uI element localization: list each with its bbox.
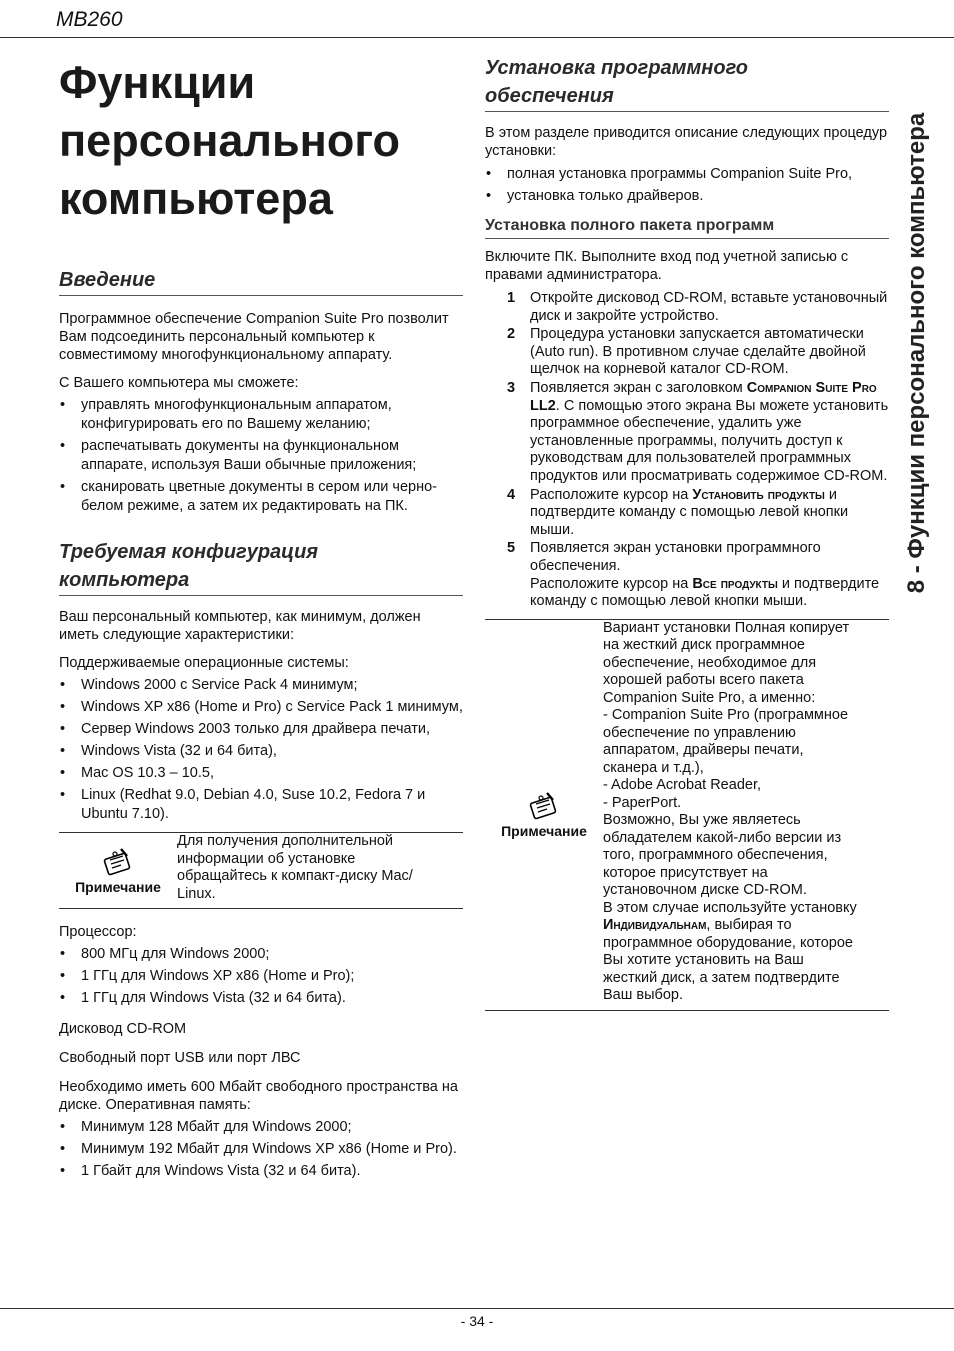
- step-number: 2: [507, 326, 516, 343]
- list-item: • сканировать цветные документы в сером или черно-белом режиме, а затем их редактировать на ПК.: [59, 478, 463, 516]
- config-heading: Требуемая конфигурация компьютера: [59, 541, 319, 591]
- note-pencil-icon: [101, 847, 135, 877]
- install-steps: [485, 290, 889, 611]
- config-paragraph: Ваш персональный компьютер, как минимум, должен иметь следующие характеристики:: [59, 609, 421, 643]
- list-item: • Mac OS 10.3 – 10.5,: [59, 764, 463, 783]
- install-option-custom: Индивидуальнаµ: [603, 917, 707, 934]
- right-column: [485, 54, 889, 1025]
- cpu-label: Процессор:: [59, 924, 137, 940]
- list-item: • управлять многофункциональным аппаратом, конфигурировать его по Вашему желанию;: [59, 396, 463, 434]
- header-divider: [0, 37, 954, 38]
- chapter-side-tab-label: 8 - Функции персонального компьютера: [903, 112, 930, 593]
- document-model: MB260: [56, 8, 123, 31]
- list-item: • 1 Гбайт для Windows Vista (32 и 64 бита).: [59, 1162, 463, 1181]
- intro-capabilities-label: С Вашего компьютера мы сможете:: [59, 375, 299, 391]
- page-number: - 34 -: [460, 1313, 494, 1329]
- footer-divider: [0, 1308, 954, 1309]
- list-item: • 1 ГГц для Windows XP x86 (Home и Pro);: [59, 967, 463, 986]
- list-item: • Windows 2000 с Service Pack 4 минимум;: [59, 676, 463, 695]
- list-item: • Windows XP x86 (Home и Pro) с Service Pack 1 минимум,: [59, 698, 463, 717]
- chapter-title: Функции персонального компьютера: [59, 57, 400, 224]
- step-number: 1: [507, 290, 516, 306]
- note-pencil-icon: [527, 791, 561, 821]
- left-column: [59, 54, 463, 1189]
- list-item: • 1 ГГц для Windows Vista (32 и 64 бита).: [59, 989, 463, 1008]
- full-install-intro: Включите ПК. Выполните вход под учетной записью с правами администратора.: [485, 249, 849, 283]
- step-number: 4: [507, 486, 516, 503]
- list-item: • Минимум 192 Мбайт для Windows XP x86 (Home и Pro).: [59, 1140, 463, 1159]
- step-item: 3 Появляется экран с заголовком Companion Suite Pro LL2. С помощью этого экрана Вы можете установить программное обеспечение, удалить уже установленные программы, получить доступ к руководствам для пользователей программных продуктов или просматривать содержимое CD-ROM.: [485, 380, 889, 486]
- note-text: Для получения дополнительной информации об установке обращайтесь к компакт-диску Mac/ Linux.: [177, 833, 413, 902]
- screen-title: Companion Suite Pro LL2: [530, 379, 877, 414]
- list-item: • установка только драйверов.: [485, 187, 889, 206]
- os-label: Поддерживаемые операционные системы:: [59, 655, 349, 671]
- step-number: 3: [507, 379, 516, 396]
- os-list: [59, 676, 463, 824]
- chapter-side-tab: [892, 60, 942, 645]
- intro-heading: Введение: [59, 266, 463, 296]
- full-install-heading: Установка полного пакета программ: [485, 216, 889, 239]
- list-item: • Windows Vista (32 и 64 бита),: [59, 742, 463, 761]
- memory-paragraph: Необходимо иметь 600 Мбайт свободного пространства на диске. Оперативная память:: [59, 1079, 458, 1113]
- list-item: • Минимум 128 Мбайт для Windows 2000;: [59, 1118, 463, 1137]
- menu-option-install-products: Установить продукты: [692, 486, 825, 503]
- step-item: 1 Откройте дисковод CD-ROM, вставьте установочный диск и закройте устройство.: [485, 290, 889, 325]
- list-item: • 800 МГц для Windows 2000;: [59, 945, 463, 964]
- note-box-full-install: [485, 619, 889, 1011]
- list-item: • полная установка программы Companion Suite Pro,: [485, 165, 889, 184]
- list-item: • Linux (Redhat 9.0, Debian 4.0, Suse 10.2, Fedora 7 и Ubuntu 7.10).: [59, 786, 463, 824]
- step-item: 4 Расположите курсор на Установить продукты и подтвердите команду с помощью левой кнопки мыши.: [485, 487, 889, 540]
- install-types-list: [485, 165, 889, 206]
- intro-capabilities-list: [59, 396, 463, 516]
- memory-list: [59, 1118, 463, 1181]
- intro-paragraph: Программное обеспечение Companion Suite Pro позволит Вам подсоединить персональный компьютер к совместимому многофункциональному аппарату.: [59, 311, 449, 363]
- note-label: Примечание: [501, 822, 587, 839]
- install-paragraph: В этом разделе приводится описание следующих процедур установки:: [485, 125, 888, 159]
- step-number: 5: [507, 540, 516, 557]
- list-item: • распечатывать документы на функциональном аппарате, используя Ваши обычные приложения;: [59, 437, 463, 475]
- note-label: Примечание: [75, 878, 161, 895]
- note-text: Вариант установки Полная копирует на жесткий диск программное обеспечение, необходимое для хорошей работы всего пакета Companion Suite Pro, а именно: - Companion Suite Pro (программное обеспечение по управлению аппаратом, драйверы печати, сканера и т.д.), - Adobe Acrobat Reader, - PaperPort. Возможно, Вы уже являетесь обладателем какой-либо версии из того, программного обеспечения, которое присутствует на установочном диске CD-ROM. В этом случае используйте установку Индивидуальнаµ, выбирая то программное оборудование, которое Вы хотите установить на Ваш жесткий диск, а затем подтвердите Ваш выбор.: [603, 619, 857, 1004]
- step-item: 5 Появляется экран установки программного обеспечения. Расположите курсор на Все продукты и подтвердите команду с помощью левой кнопки мыши.: [485, 540, 889, 610]
- cpu-list: [59, 945, 463, 1008]
- cdrom-requirement: Дисковод CD-ROM: [59, 1021, 187, 1037]
- note-box-mac-linux: [59, 832, 463, 909]
- install-heading: Установка программного обеспечения: [485, 57, 748, 107]
- menu-option-all-products: Все продукты: [692, 575, 778, 592]
- list-item: • Сервер Windows 2003 только для драйвера печати,: [59, 720, 463, 739]
- port-requirement: Свободный порт USB или порт ЛВС: [59, 1050, 301, 1066]
- step-item: 2 Процедура установки запускается автоматически (Auto run). В противном случае сделайте двойной щелчок на корневой каталог CD-ROM.: [485, 326, 889, 379]
